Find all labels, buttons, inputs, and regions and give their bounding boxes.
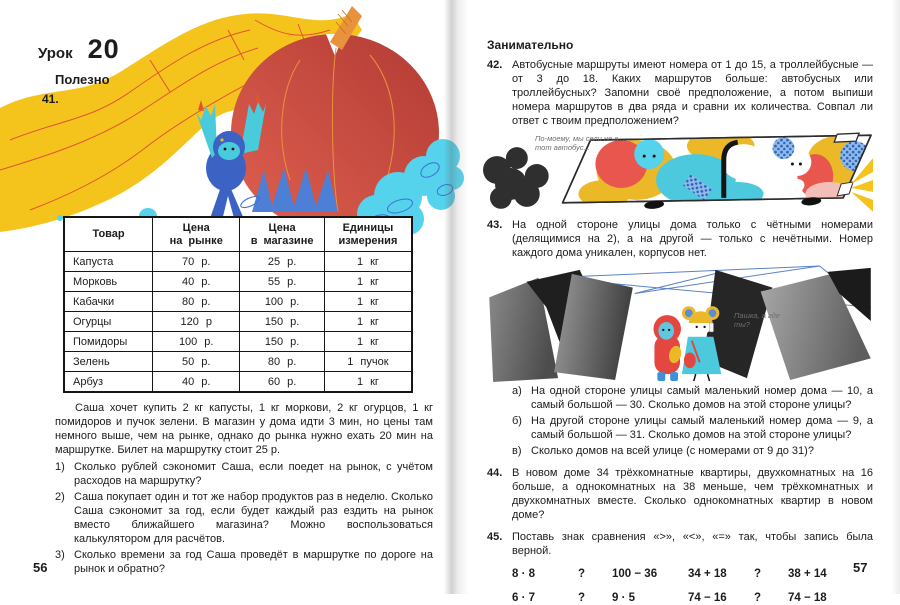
product-cell: Кабачки: [64, 292, 153, 312]
shop-price-cell: 150 р.: [240, 312, 325, 332]
header-units: Единицы измерения: [324, 217, 412, 252]
buildings-right: [704, 268, 871, 380]
table-row: [64, 272, 412, 292]
unit-cell: 1 кг: [324, 292, 412, 312]
market-price-cell: 50 р.: [153, 352, 240, 372]
product-cell: Морковь: [64, 272, 153, 292]
market-price-cell: 70 р.: [153, 252, 240, 272]
comparison-placeholder: ?: [754, 568, 762, 580]
subitem-letter: а): [512, 385, 522, 397]
unit-cell: 1 кг: [324, 272, 412, 292]
tagline: Полезно: [55, 72, 110, 87]
problem-number: 42.: [487, 59, 503, 71]
product-cell: Капуста: [64, 252, 153, 272]
problem-text: Поставь знак сравнения «>», «<», «=» так, чтобы запись была верной.: [512, 531, 873, 557]
problem-text: В новом доме 34 трёхкомнатные квартиры, двухкомнатных на 16 больше, а однокомнатных на 38 меньше, чем трёхкомнатных и двухкомнатных вместе. Сколько однокомнатных квартир в новом доме?: [512, 467, 873, 521]
unit-cell: 1 кг: [324, 252, 412, 272]
expression: 8 · 8 ? 100 − 36: [512, 568, 658, 580]
subitem-text: Сколько домов на всей улице (с номерами от 9 до 31)?: [531, 445, 814, 457]
comparison-expressions: [512, 567, 873, 605]
task-number: 41.: [42, 92, 59, 106]
header-product: Товар: [64, 217, 153, 252]
market-price-cell: 40 р.: [153, 372, 240, 393]
unit-cell: 1 пучок: [324, 352, 412, 372]
bus-roof-hatch: [834, 133, 859, 142]
shop-price-cell: 25 р.: [240, 252, 325, 272]
market-price-cell: 80 р.: [153, 292, 240, 312]
market-price-cell: 120 р: [153, 312, 240, 332]
shop-price-cell: 55 р.: [240, 272, 325, 292]
product-cell: Арбуз: [64, 372, 153, 393]
subitem-v: [512, 444, 873, 458]
problem-text: Автобусные маршруты имеют номера от 1 до 15, а троллейбусные — от 3 до 18. Каких маршрутов больше: автобусных или троллейбусных? Запомни своё предположение, а потом выпиши номера маршрутов в два ряда и сравни их количества. Совпал ли ответ с твоим предположением?: [512, 59, 873, 127]
problem-43: [487, 218, 873, 260]
shop-price-cell: 150 р.: [240, 332, 325, 352]
page-number-right: 57: [853, 560, 868, 575]
left-page-content: [55, 216, 433, 576]
subitem-text: На одной стороне улицы самый маленький номер дома — 10, а самый большой — 30. Сколько домов на этой стороне улицы?: [531, 385, 873, 411]
subitem-text: На другой стороне улицы самый маленький номер дома — 9, а самый большой — 31. Сколько домов на этой стороне улицы?: [531, 415, 873, 441]
lesson-label: Урок: [38, 45, 73, 62]
street-characters: [653, 306, 721, 381]
comparison-placeholder: ?: [578, 568, 586, 580]
unit-cell: 1 кг: [324, 312, 412, 332]
intro-paragraph: Саша хочет купить 2 кг капусты, 1 кг моркови, 2 кг огурцов, 1 кг помидоров и пучок зелени. В магазин у дома идти 3 мин, но цены там немного выше, чем на рынке, однако до рынка нужно ехать 20 мин на маршрутке. Билет на маршрутку стоит 25 р.: [55, 402, 433, 456]
question-text: Сколько времени за год Саша проведёт в маршрутке по дороге на рынок и обратно?: [74, 549, 433, 575]
unit-cell: 1 кг: [324, 372, 412, 393]
question-item: [55, 460, 433, 488]
subitem-letter: в): [512, 445, 522, 457]
street-illustration: [487, 264, 873, 382]
table-row: [64, 252, 412, 272]
table-row: [64, 292, 412, 312]
shop-price-cell: 60 р.: [240, 372, 325, 393]
price-table: [63, 216, 413, 393]
question-text: Саша покупает один и тот же набор продуктов раз в неделю. Сколько Саша сэкономит за год, если будет каждый раз ездить на рынок вместо ближайшего магазина? Можно воспользоваться калькулятором для расчётов.: [74, 491, 433, 545]
header-market-price: Цена на рынке: [153, 217, 240, 252]
product-cell: Помидоры: [64, 332, 153, 352]
expression: 74 − 16 ? 74 − 18: [688, 592, 827, 604]
speech-text-bus: По-моему, мы сели не в тот автобус...: [535, 134, 619, 152]
expression: 34 + 18 ? 38 + 14: [688, 568, 827, 580]
right-page-content: [487, 38, 873, 605]
table-row: [64, 372, 412, 393]
bus-illustration: [487, 132, 873, 212]
comparison-placeholder: ?: [578, 592, 586, 604]
problem-number: 45.: [487, 531, 503, 543]
problem-number: 43.: [487, 219, 503, 231]
expression: 6 · 7 ? 9 · 5: [512, 592, 636, 604]
market-price-cell: 100 р.: [153, 332, 240, 352]
shop-price-cell: 100 р.: [240, 292, 325, 312]
shop-price-cell: 80 р.: [240, 352, 325, 372]
page-number-left: 56: [33, 560, 48, 575]
speech-text-street: Пашка, а где ты?: [734, 311, 780, 329]
product-cell: Огурцы: [64, 312, 153, 332]
lesson-number: 20: [87, 34, 120, 64]
table-row: [64, 312, 412, 332]
question-number: 1): [55, 461, 65, 473]
smoke-cloud: [483, 147, 549, 209]
table-row: [64, 352, 412, 372]
question-number: 3): [55, 549, 65, 561]
unit-cell: 1 кг: [324, 332, 412, 352]
question-number: 2): [55, 491, 65, 503]
problem-text: На одной стороне улицы дома только с чётными номерами (делящимися на 2), а на другой — только с нечётными. Номер каждого дома уникален, корпусов нет.: [512, 219, 873, 259]
header-shop-price: Цена в магазине: [240, 217, 325, 252]
product-cell: Зелень: [64, 352, 153, 372]
problem-number: 44.: [487, 467, 503, 479]
problem-42: [487, 58, 873, 128]
question-item: [55, 490, 433, 546]
comparison-placeholder: ?: [754, 592, 762, 604]
question-item: [55, 548, 433, 576]
table-header-row: [64, 217, 412, 252]
lesson-header: [38, 34, 120, 65]
subitem-b: [512, 414, 873, 442]
page-edge: [891, 0, 900, 594]
problem-44: [487, 466, 873, 522]
table-row: [64, 332, 412, 352]
subitem-a: [512, 384, 873, 412]
question-text: Сколько рублей сэкономит Саша, если поедет на рынок, с учётом расходов на маршрутку?: [74, 461, 433, 487]
market-price-cell: 40 р.: [153, 272, 240, 292]
subitem-letter: б): [512, 415, 522, 427]
buildings-left: [489, 270, 633, 382]
section-heading: Занимательно: [487, 38, 574, 52]
problem-45: [487, 530, 873, 558]
